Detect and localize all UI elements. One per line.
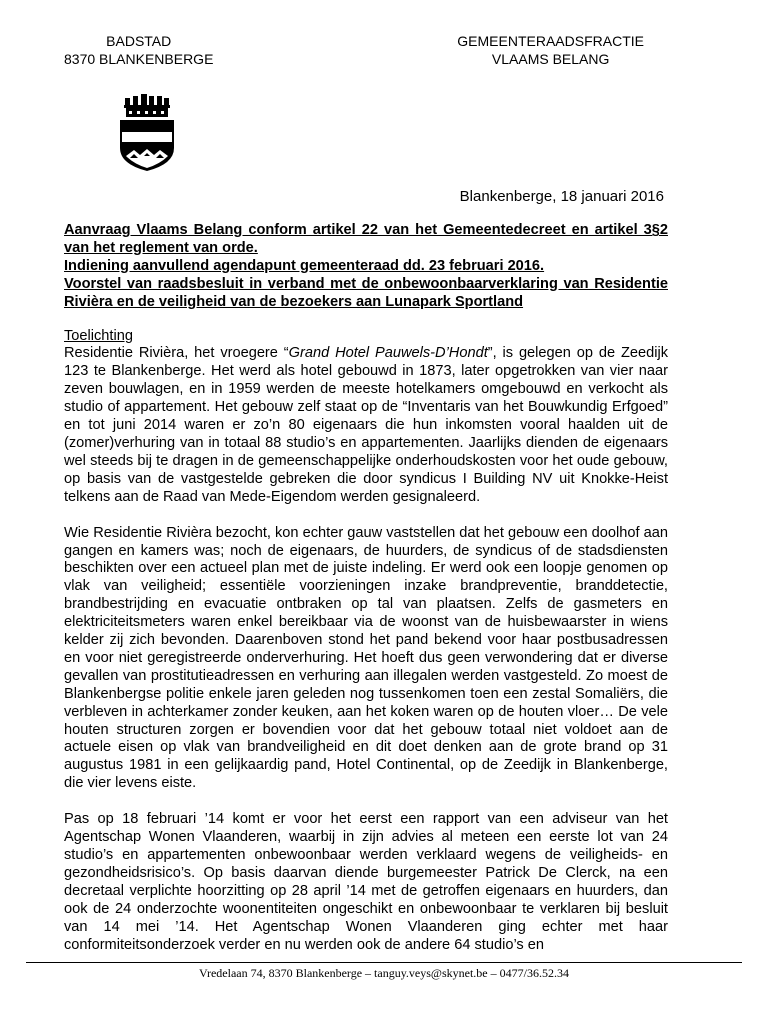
subject-line-request: Aanvraag Vlaams Belang conform artikel 22 van het Gemeentedecreet en artikel 3§2 van het reglement van orde.: [64, 222, 668, 256]
sender-address: [64, 32, 213, 68]
letter-body: [64, 222, 668, 954]
footer-contact: Vredelaan 74, 8370 Blankenberge – tanguy.veys@skynet.be – 0477/36.52.34: [199, 966, 569, 980]
sender-organization: [457, 32, 644, 68]
paragraph-report: Pas op 18 februari ’14 komt er voor het eerst een rapport van een adviseur van het Agentschap Wonen Vlaanderen, waarbij in zijn advies al meteen een eerste lot van 24 studio’s en appartementen onbewoonbaar werden verklaard wegens de veiligheids- en gezondheidsrisico’s. Op basis daarvan diende burgemeester Patrick De Clerck, na een decretaal verplichte hoorzitting op 28 april ’14 met de getroffen eigenaars en huurders, dan ook de 24 onderzochte woonentiteiten ongeschikt en onbewoonbaar te verklaren bij besluit van 14 mei ’14. Het Agentschap Wonen Vlaanderen ging echter met haar conformiteitsonderzoek verder en nu werden ook de andere 64 studio’s en: [64, 811, 668, 953]
subject-line-proposal: Voorstel van raadsbesluit in verband met de onbewoonbaarverklaring van Residentie Rivièra en de veiligheid van de bezoekers aan Lunapark Sportland: [64, 275, 668, 310]
sender-street: BADSTAD: [106, 33, 172, 49]
letter-date: Blankenberge, 18 januari 2016: [459, 188, 664, 205]
paragraph-history: [64, 345, 668, 506]
subject-line-agenda: Indiening aanvullend agendapunt gemeenteraad dd. 23 februari 2016.: [64, 257, 545, 274]
city-crest-icon: [116, 94, 178, 172]
footer-divider: [26, 962, 742, 963]
organization-line2: VLAAMS BELANG: [491, 51, 610, 67]
subject-block: [64, 222, 668, 312]
organization-line1: GEMEENTERAADSFRACTIE: [457, 33, 644, 49]
paragraph-safety: Wie Residentie Rivièra bezocht, kon echter gauw vaststellen dat het gebouw een doolhof aan gangen en kamers was; noch de eigenaars, de huurders, de syndicus of de stadsdiensten beschikten over een actueel plan met de juiste indeling. Er werd ook een loopje genomen op vlak van veiligheid; essentiële voorzieningen inzake brandpreventie, branddetectie, brandbestrijding en evacuatie ontbraken op tal van plaatsen. Zelfs de gasmeters en elektriciteitsmeters waren enkel bereikbaar via de woonst van de huisbewaarster in wiens kelder zij zich bevonden. Daarenboven stond het pand bekend voor haar postbusadressen en voor niet geregistreerde onderverhuring. Het hoeft dus geen verwondering dat er diverse gevallen van prostitutieadressen en verhuring aan illegalen werden vastgesteld. Zo moest de Blankenbergse politie enkele jaren geleden nog tussenkomen toen een zestal Somaliërs, die verbleven in achterkamer zonder keuken, aan het koken waren op de houten vloer… De vele houten structuren zorgen er bovendien voor dat het gebouw totaal niet voldoet aan de actuele eisen op vlak van brandveiligheid en dit doet denken aan de grote brand op 31 augustus 1981 in een gelijkaardig pand, Hotel Continental, op de Zeedijk in Blankenberge, die vier levens eiste.: [64, 524, 668, 792]
hotel-name-italic: Grand Hotel Pauwels-D’Hondt: [288, 345, 488, 362]
paragraph-history-rest: ”, is gelegen op de Zeedijk 123 te Blankenberge. Het werd als hotel gebouwd in 1873, later opgetrokken van vier naar zeven bouwlagen, en in 1959 werden de meeste hotelkamers omgebouwd en verkocht als studio of appartement. Het gebouw zelf staat op de “Inventaris van het Bouwkundig Erfgoed” en tot juni 2014 waren er zo’n 80 eigenaars die hun inkomsten vooral haalden uit de (zomer)verhuring van in totaal 88 studio’s en appartementen. Jaarlijks dienden de eigenaars wel steeds bij te dragen in de gemeenschappelijke onderhoudskosten voor het oude gebouw, op basis van de vastgestelde gebreken die door syndicus I Building NV uit Knokke-Heist telkens aan de Raad van Mede-Eigendom werden gesignaleerd.: [64, 345, 668, 505]
paragraph-history-start: Residentie Rivièra, het vroegere “: [64, 345, 289, 362]
sender-city: 8370 BLANKENBERGE: [64, 51, 214, 67]
section-heading-toelichting: Toelichting: [64, 327, 133, 344]
